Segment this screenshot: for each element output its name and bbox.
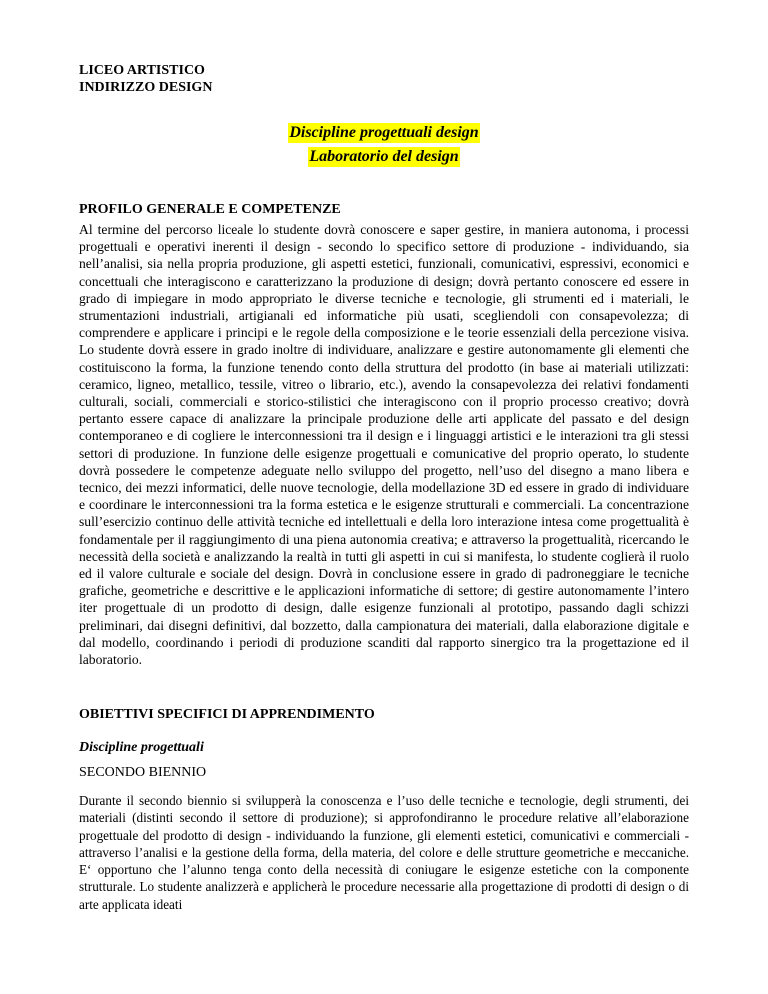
profile-heading: PROFILO GENERALE E COMPETENZE (79, 202, 341, 217)
profile-paragraph: Al termine del percorso liceale lo studente dovrà conoscere e saper gestire, in maniera autonoma, i processi progettuali e operativi inerenti il design - secondo lo specifico settore di produzione - individuando, sia nell’analisi, sia nella propria produzione, gli aspetti estetici, funzionali, comunicativi, espressivi, economici e concettuali che interagiscono e caratterizzano la produzione di design; dovrà pertanto conoscere ed essere in grado di impiegare in modo appropriato le diverse tecniche e tecnologie, gli strumenti ed i materiali, le strumentazioni industriali, artigianali ed informatiche più usati, scegliendoli con consapevolezza; di comprendere e applicare i principi e le regole della composizione e le teorie essenziali della percezione visiva. Lo studente dovrà essere in grado inoltre di individuare, analizzare e gestire autonomamente gli elementi che costituiscono la forma, la funzione tenendo conto della struttura del prodotto (in base ai materiali utilizzati: ceramico, ligneo, metallico, tessile, vitreo o librario, etc.), avendo la consapevolezza dei relativi fondamenti culturali, sociali, commerciali e storico-stilistici che interagiscono con il proprio processo creativo; dovrà pertanto essere capace di analizzare la principale produzione delle arti applicate del passato e del design contemporaneo e di cogliere le interconnessioni tra il design e i linguaggi artistici e le interazioni tra gli stessi settori di produzione. In funzione delle esigenze progettuali e comunicative del proprio operato, lo studente dovrà possedere le competenze adeguate nello sviluppo del progetto, nell’uso del disegno a mano libera e tecnico, dei mezzi informatici, delle nuove tecnologie, della modellazione 3D ed essere in grado di individuare e coordinare le interconnessioni tra la forma estetica e le esigenze strutturali e commerciali. La concentrazione sull’esercizio continuo delle attività tecniche ed intellettuali e della loro interazione intesa come progettualità è fondamentale per il raggiungimento di una piena autonomia creativa; e attraverso la progettualità, ricercando le necessità della società e analizzando la realtà in tutti gli aspetti in cui si manifesta, lo studente coglierà il ruolo ed il valore culturale e sociale del design. Dovrà in conclusione essere in grado di padroneggiare le tecniche grafiche, geometriche e descrittive e le applicazioni informatiche di settore; di gestire autonomamente l’intero iter progettuale di un prodotto di design, dalle esigenze funzionali al prototipo, passando dagli schizzi preliminari, dai disegni definitivi, dal bozzetto, dalla campionatura dei materiali, dalla elaborazione digitale e dal modello, coordinando i periodi di produzione scanditi dal rapporto sinergico tra la progettazione ed il laboratorio. (79, 222, 689, 668)
objectives-heading: OBIETTIVI SPECIFICI DI APPRENDIMENTO (79, 707, 375, 723)
school-name: LICEO ARTISTICO (79, 63, 205, 78)
title-laboratory: Laboratorio del design (309, 148, 459, 165)
track-name: INDIRIZZO DESIGN (79, 80, 213, 95)
objectives-paragraph: Durante il secondo biennio si svilupperà la conoscenza e l’uso delle tecniche e tecnologie, degli strumenti, dei materiali (distinti secondo il settore di produzione); si approfondiranno le procedure relative all’elaborazione progettuale del prodotto di design - individuando la funzione, gli elementi estetici, comunicativi e commerciali - attraverso l’analisi e la gestione della forma, della materia, del colore e delle strutture geometriche e meccaniche. E‘ opportuno che l’alunno tenga conto della necessità di coniugare le esigenze estetiche con la componente strutturale. Lo studente analizzerà e applicherà le procedure necessarie alla progettazione di prodotti di design o di arte applicata ideati (79, 793, 689, 912)
subject-subheading: Discipline progettuali (79, 740, 204, 756)
title-block (79, 121, 689, 169)
title-disciplines: Discipline progettuali design (289, 124, 479, 141)
document-page (79, 62, 689, 913)
period-subheading: SECONDO BIENNIO (79, 765, 207, 781)
